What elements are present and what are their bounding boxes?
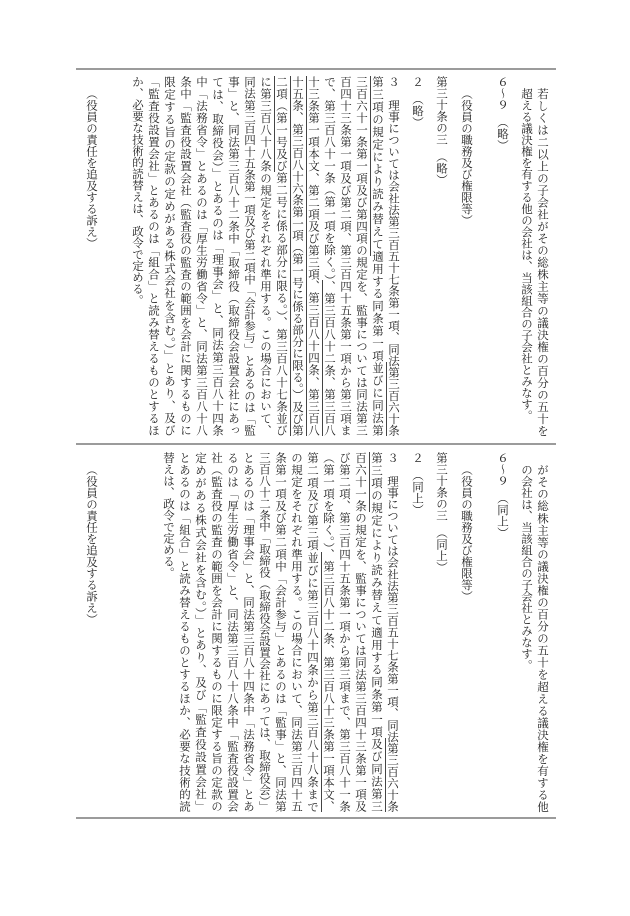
line-text: ６～９ （略） (496, 76, 510, 151)
article-caption (459, 452, 475, 812)
line-text: ６～９ （同上） (496, 452, 510, 539)
line-text: の規定を、監事については同法第三百四十三条第一項及 (354, 512, 368, 813)
line-text: 社（監査役の監査の範囲を会計に関するものに限定する旨の定款の (210, 452, 224, 812)
caption-text: （役員の責任を追及する訴え） (85, 463, 99, 625)
line-text: 「監査役設置会社」とあるのは「組合」と読み替えるものとするほ (147, 76, 161, 436)
line-text: とあるのは「理事会」と、同法第三百八十四条中「法務省令」とあ (242, 452, 256, 812)
line-text: 条第一項及び第二項中「会計参与」とあるのは「監事」と、同法第 (274, 452, 288, 812)
line-text: 限定する旨の定款の定めがある株式会社を含む。）」とあり、及び (163, 76, 177, 436)
line-text: の規定をそれぞれ準用する。この場合において、 (259, 172, 273, 437)
line-text: で、第三百八十一条（第一項を除く。）、第三百八十二条、第三百八 (323, 76, 337, 436)
sidelined-amended-text: 三百六十一条第一項及び第四項の (355, 76, 369, 257)
line-text: 超える議決権を有する他の会社は、当該組合の子会社とみなす。 (520, 87, 534, 421)
line-text: 第三項の規定により読み替えて適用する同条第一項 (371, 76, 385, 363)
line-text: 定めがある株式会社を含む。）」とあり、及び「監査役設置会社」 (194, 452, 208, 812)
line-text: 中「法務省令」とあるのは「厚生労働省令」と、同法第三百八十八 (195, 76, 209, 436)
paragraph-3-line (257, 452, 273, 812)
paragraph-3-line (193, 452, 209, 812)
paragraph-3-last-line (161, 452, 177, 812)
paragraph-3-line (209, 452, 225, 812)
paragraph-3-line (369, 452, 385, 812)
line-text: 第二項及び第三項 (306, 452, 320, 552)
paragraph-5-continuation-line (519, 452, 535, 812)
paragraph-3-line (305, 452, 321, 812)
line-text: 規定を、監事については同法第三 (355, 256, 369, 437)
line-text: 百四十三条第一項及び第二項、第三百四十五条第一項から第三項ま (339, 76, 353, 436)
line-text: 替えは、政令で定める。 (162, 452, 176, 579)
paragraph-3-line (273, 452, 289, 812)
sidelined-amended-text: 、第三百八十四条、第三百八 (307, 280, 321, 437)
heading-text: 第三十条の三 （同上） (435, 452, 449, 573)
line-text: か、必要な技術的読替えは、政令で定める。 (131, 76, 145, 306)
caption-text: （役員の職務及び権限等） (460, 87, 474, 226)
line-text: 同法第三百四十五条第一項及び第二項中「会計参与」とあるのは「監 (243, 76, 257, 436)
next-article-caption (84, 452, 100, 812)
sidelined-amended-text: に第三百八十八条 (259, 76, 273, 173)
line-text: ２ （略） (411, 76, 425, 128)
line-text: （第一項を除く。）、第三百八十二条、第三百八十三条第一項本文、 (322, 452, 336, 812)
paragraph-3-line (337, 452, 353, 812)
line-text: 三百八十二条中「取締役（取締役会設置会社にあっては、取締役会）」 (258, 452, 272, 812)
line-text: 十三条第一項本文、第二項及び第三項 (307, 76, 321, 281)
paragraphs-6-to-9 (495, 452, 511, 812)
line-text: の規定をそれぞれ準用する。この場合において、同法第三百四十五 (290, 452, 304, 812)
paragraph-5-continuation-line (535, 452, 551, 812)
sidelined-amended-text: 及び同法第三 (370, 738, 384, 813)
line-text: ３ 理事については会社法第三百五十七条第一項、同法第三百六十条 (386, 452, 400, 812)
heading-text: 第三十条の三 （略） (435, 76, 449, 186)
paragraph-2 (410, 452, 426, 812)
article-heading (434, 452, 450, 812)
paragraph-3-line (177, 452, 193, 812)
line-text: 若しくは二以上の子会社がその総株主等の議決権の百分の五十を (536, 87, 550, 436)
sidelined-amended-text: 並びに第三百八十四条から第三百八十八条まで (306, 551, 320, 813)
sidelined-amended-text: 百六十一条 (354, 452, 368, 513)
line-text: び第二項、第三百四十五条第一項から第三項まで、第三百八十一条 (338, 452, 352, 812)
line-text: がその総株主等の議決権の百分の五十を超える議決権を有する他 (536, 463, 550, 812)
caption-text: （役員の責任を追及する訴え） (85, 87, 99, 249)
paragraph-3-line (289, 452, 305, 812)
paragraph-3-line (321, 452, 337, 812)
line-text: ３ 理事については会社法第三百五十七条第一項、同法第三百六十条 (387, 76, 401, 436)
paragraph-3-line (353, 452, 369, 812)
line-text: 条中「監査役設置会社（監査役の監査の範囲を会計に関するものに (179, 76, 193, 436)
line-text: 事」と、同法第三百八十二条中「取締役（取締役会設置会社にあっ (227, 76, 241, 436)
line-text: の会社は、当該組合の子会社とみなす。 (520, 463, 534, 671)
line-text: ては、取締役会）」とあるのは「理事会」と、同法第三百八十四条 (211, 76, 225, 436)
line-text: ２ （同上） (411, 452, 425, 516)
sidelined-amended-text: 並びに同法第 (371, 362, 385, 437)
paragraph-3-line (225, 452, 241, 812)
paragraph-3-line (241, 452, 257, 812)
line-text: とあるのは「組合」と読み替えるものとするほか、必要な技術的読 (178, 452, 192, 813)
line-text: 第三項の規定により読み替えて適用する同条第一項 (370, 452, 384, 739)
sidelined-amended-text: 二項（第一号及び第二号に係る部分に限る。）、第三百八十七条並び (275, 76, 289, 436)
sidelined-amended-text: 十五条、第三百八十六条第一項（第一号に係る部分に限る。）及び第 (291, 76, 305, 436)
line-text: るのは「厚生労働省令」と、同法第三百八十八条中「監査役設置会 (226, 452, 240, 812)
paragraph-3-line (385, 452, 401, 812)
caption-text: （役員の職務及び権限等） (460, 463, 474, 602)
